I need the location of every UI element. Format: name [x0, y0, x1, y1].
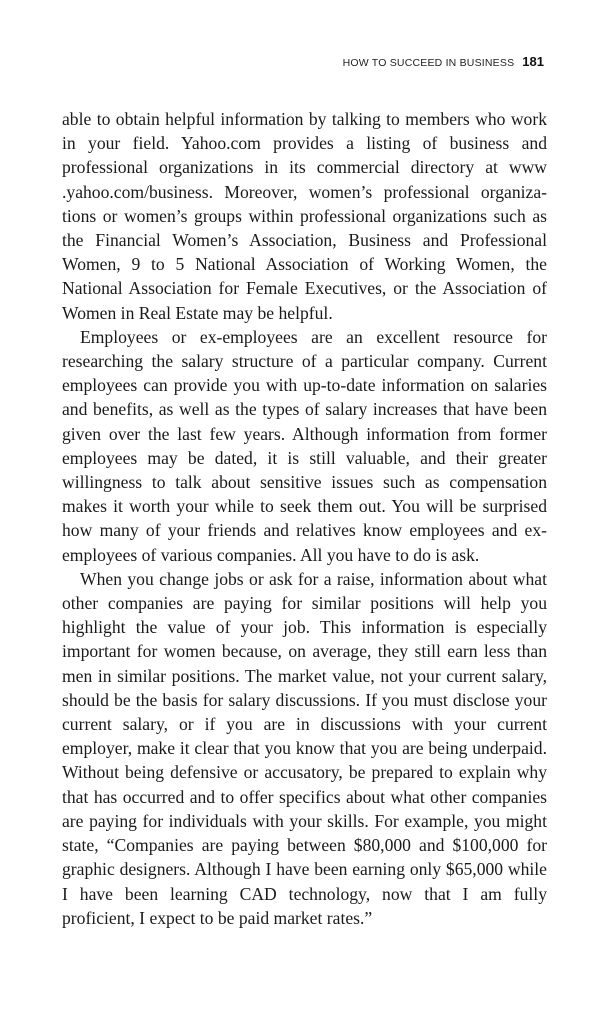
paragraph-3: When you change jobs or ask for a raise, information about what other companies are paying for similar positions will help you highlight the value of your job. This information is especially important for women because, on average, they still earn less than men in similar positions. The market value, not your current salary, should be the basis for salary discussions. If you must disclose your current salary, or if you are in discussions with your current employer, make it clear that you know that you are being underpaid. Without being defensive or accusatory, be prepared to explain why that has occurred and to offer specifics about what other companies are paying for individuals with your skills. For example, you might state, “Companies are paying between $80,000 and $100,000 for graphic designers. Although I have been earning only $65,000 while I have been learning CAD technology, now that I am fully proficient, I expect to be paid market rates.” — [62, 568, 547, 928]
paragraph-2: Employees or ex-employees are an excellent resource for researching the salary structure of a particular company. Current employees can provide you with up-to-date information on salaries and benefits, as well as the types of salary increases that have been given over the last few years. Although information from former employees may be dated, it is still valuable, and their greater willingness to talk about sensitive issues such as compensation makes it worth your while to seek them out. You will be surprised how many of your friends and relatives know employees and ex-employees of various companies. All you have to do is ask. — [62, 326, 547, 565]
running-title: HOW TO SUCCEED IN BUSINESS — [342, 57, 515, 69]
paragraph-1: able to obtain helpful information by talking to members who work in your field. Yahoo.com provides a listing of business and professional organizations in its commercial directory at www​.yahoo.com/business. Moreover, women’s professional organizations or women’s groups within professional organizations such as the Financial Women’s Association, Business and Professional Women, 9 to 5 National Association of Working Women, the National Association for Female Executives, or the Association of Women in Real Estate may be helpful. — [62, 109, 547, 323]
running-head — [343, 54, 544, 72]
page-number: 181 — [522, 54, 544, 69]
body-text — [62, 107, 547, 930]
